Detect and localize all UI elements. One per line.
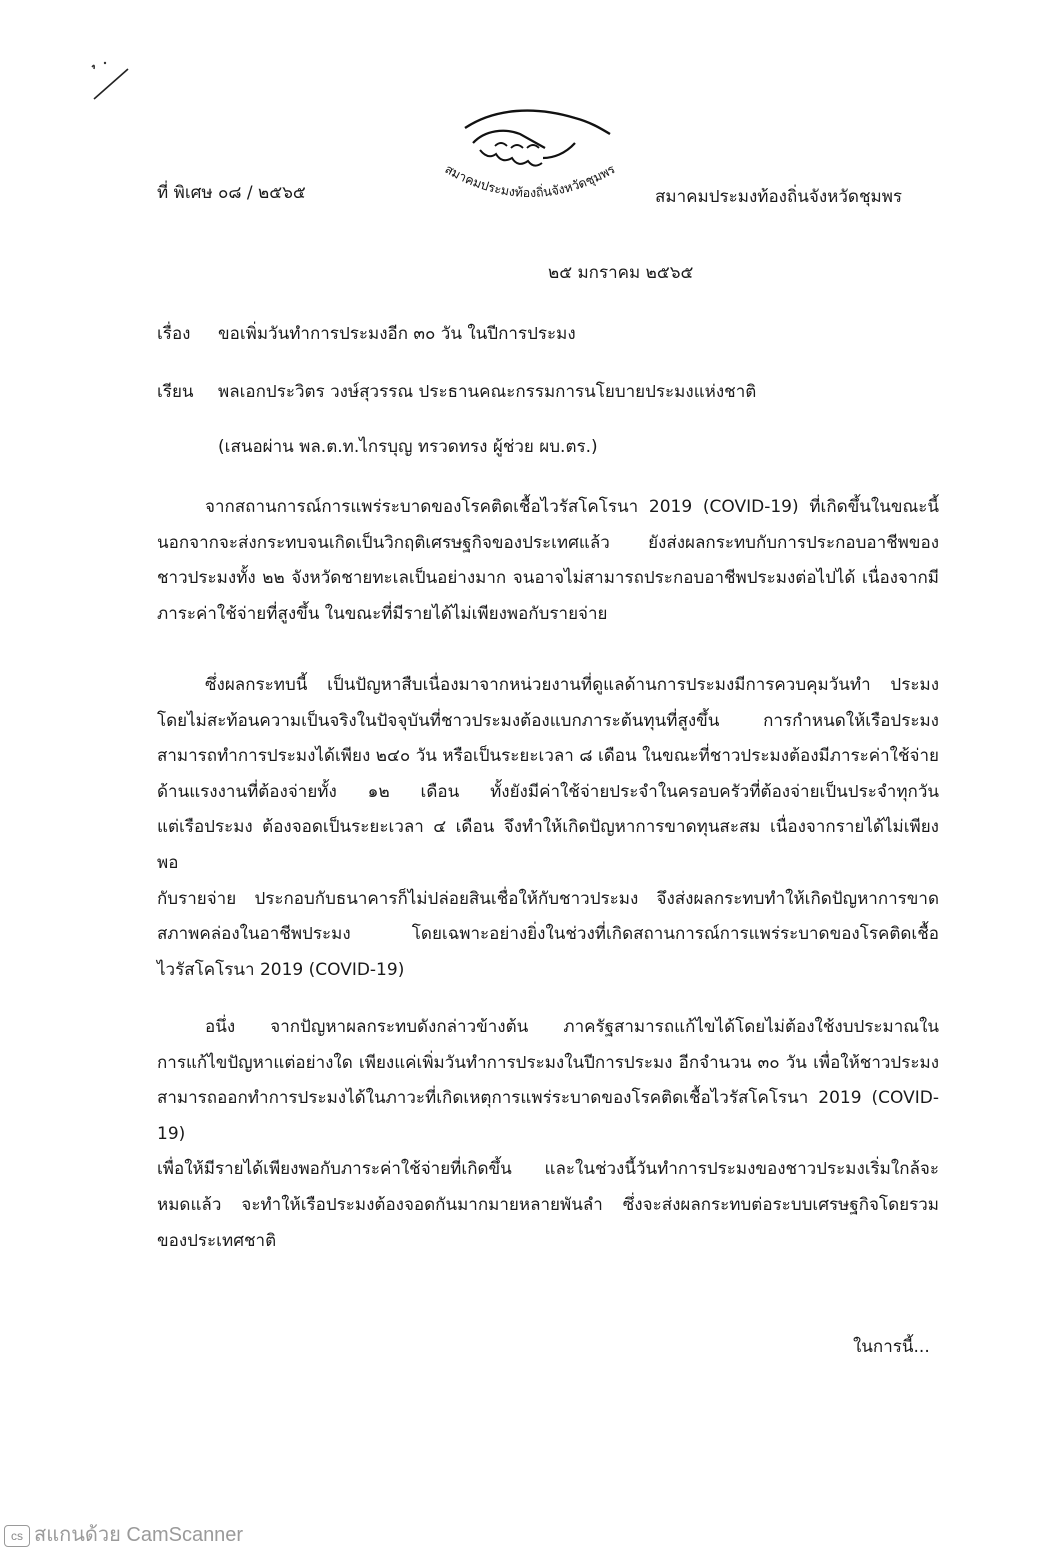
camscanner-watermark bbox=[0, 1521, 300, 1551]
paragraph-line: โดยไม่สะท้อนความเป็นจริงในปัจจุบันที่ชาวประมงต้องแบกภาระต้นทุนที่สูงขึ้น การกำหนดให้เรือประมง bbox=[157, 710, 939, 731]
paragraph-line: นอกจากจะส่งกระทบจนเกิดเป็นวิกฤติเศรษฐกิจของประเทศแล้ว ยังส่งผลกระทบกับการประกอบอาชีพของ bbox=[157, 532, 939, 553]
via-text: (เสนอผ่าน พล.ต.ท.ไกรบุญ ทรวดทรง ผู้ช่วย ผบ.ตร.) bbox=[218, 437, 598, 457]
continuation-text: ในการนี้... bbox=[853, 1337, 930, 1357]
paragraph-line: หมดแล้ว จะทำให้เรือประมงต้องจอดกันมากมายหลายพันลำ ซึ่งจะส่งผลกระทบต่อระบบเศรษฐกิจโดยรวม bbox=[157, 1194, 939, 1215]
body-paragraph-1 bbox=[157, 490, 939, 632]
paragraph-line: กับรายจ่าย ประกอบกับธนาคารก็ไม่ปล่อยสินเชื่อให้กับชาวประมง จึงส่งผลกระทบทำให้เกิดปัญหาการขาด bbox=[157, 888, 939, 909]
paragraph-line: แต่เรือประมง ต้องจอดเป็นระยะเวลา ๔ เดือน จึงทำให้เกิดปัญหาการขาดทุนสะสม เนื่องจากรายได้ไม่เพียงพอ bbox=[157, 817, 939, 873]
camscanner-icon: cs bbox=[4, 1525, 30, 1547]
body-paragraph-3 bbox=[157, 1010, 939, 1259]
subject-label: เรื่อง bbox=[157, 324, 191, 344]
association-logo bbox=[425, 88, 635, 218]
body-paragraph-2 bbox=[157, 668, 939, 988]
handwritten-mark bbox=[80, 55, 140, 105]
organization-name: สมาคมประมงท้องถิ่นจังหวัดชุมพร bbox=[655, 187, 903, 207]
paragraph-line: การแก้ไขปัญหาแต่อย่างใด เพียงแค่เพิ่มวันทำการประมงในปีการประมง อีกจำนวน ๓๐ วัน เพื่อให้ชาวประมง bbox=[157, 1052, 939, 1073]
paragraph-line: ภาระค่าใช้จ่ายที่สูงขึ้น ในขณะที่มีรายได้ไม่เพียงพอกับรายจ่าย bbox=[157, 603, 608, 624]
paragraph-line: จากสถานการณ์การแพร่ระบาดของโรคติดเชื้อไวรัสโคโรนา 2019 (COVID-19) ที่เกิดขึ้นในขณะนี้ bbox=[205, 497, 939, 517]
paragraph-line: สามารถออกทำการประมงได้ในภาวะที่เกิดเหตุการแพร่ระบาดของโรคติดเชื้อไวรัสโคโรนา 2019 (COVID-19) bbox=[157, 1088, 939, 1144]
paragraph-line: อนึ่ง จากปัญหาผลกระทบดังกล่าวข้างต้น ภาครัฐสามารถแก้ไขได้โดยไม่ต้องใช้งบประมาณใน bbox=[205, 1017, 939, 1037]
reference-number: ที่ พิเศษ ๐๘ / ๒๕๖๕ bbox=[157, 183, 306, 203]
subject-text: ขอเพิ่มวันทำการประมงอีก ๓๐ วัน ในปีการประมง bbox=[218, 324, 576, 344]
recipient-label: เรียน bbox=[157, 382, 194, 402]
paragraph-line: เพื่อให้มีรายได้เพียงพอกับภาระค่าใช้จ่ายที่เกิดขึ้น และในช่วงนี้วันทำการประมงของชาวประมงเริ่มใกล้จะ bbox=[157, 1159, 939, 1180]
paragraph-line: ไวรัสโคโรนา 2019 (COVID-19) bbox=[157, 959, 405, 980]
paragraph-line: ชาวประมงทั้ง ๒๒ จังหวัดชายทะเลเป็นอย่างมาก จนอาจไม่สามารถประกอบอาชีพประมงต่อไปได้ เนื่องจากมี bbox=[157, 568, 939, 589]
paragraph-line: ด้านแรงงานที่ต้องจ่ายทั้ง ๑๒ เดือน ทั้งยังมีค่าใช้จ่ายประจำในครอบครัวที่ต้องจ่ายเป็นประจำทุกวัน bbox=[157, 781, 939, 802]
logo-arc-text: สมาคมประมงท้องถิ่นจังหวัดชุมพร bbox=[442, 161, 618, 201]
recipient-text: พลเอกประวิตร วงษ์สุวรรณ ประธานคณะกรรมการนโยบายประมงแห่งชาติ bbox=[218, 382, 757, 402]
paragraph-line: สามารถทำการประมงได้เพียง ๒๔๐ วัน หรือเป็นระยะเวลา ๘ เดือน ในขณะที่ชาวประมงต้องมีภาระค่าใช้จ่าย bbox=[157, 746, 939, 767]
paragraph-line: ซึ่งผลกระทบนี้ เป็นปัญหาสืบเนื่องมาจากหน่วยงานที่ดูแลด้านการประมงมีการควบคุมวันทำ ประมง bbox=[205, 675, 939, 695]
camscanner-text: สแกนด้วย CamScanner bbox=[34, 1524, 244, 1546]
paragraph-line: ของประเทศชาติ bbox=[157, 1230, 277, 1251]
letter-date: ๒๕ มกราคม ๒๕๖๕ bbox=[548, 263, 694, 283]
paragraph-line: สภาพคล่องในอาชีพประมง โดยเฉพาะอย่างยิ่งในช่วงที่เกิดสถานการณ์การแพร่ระบาดของโรคติดเชื้อ bbox=[157, 924, 939, 945]
svg-text:สมาคมประมงท้องถิ่นจังหวัดชุมพร bbox=[443, 161, 618, 200]
